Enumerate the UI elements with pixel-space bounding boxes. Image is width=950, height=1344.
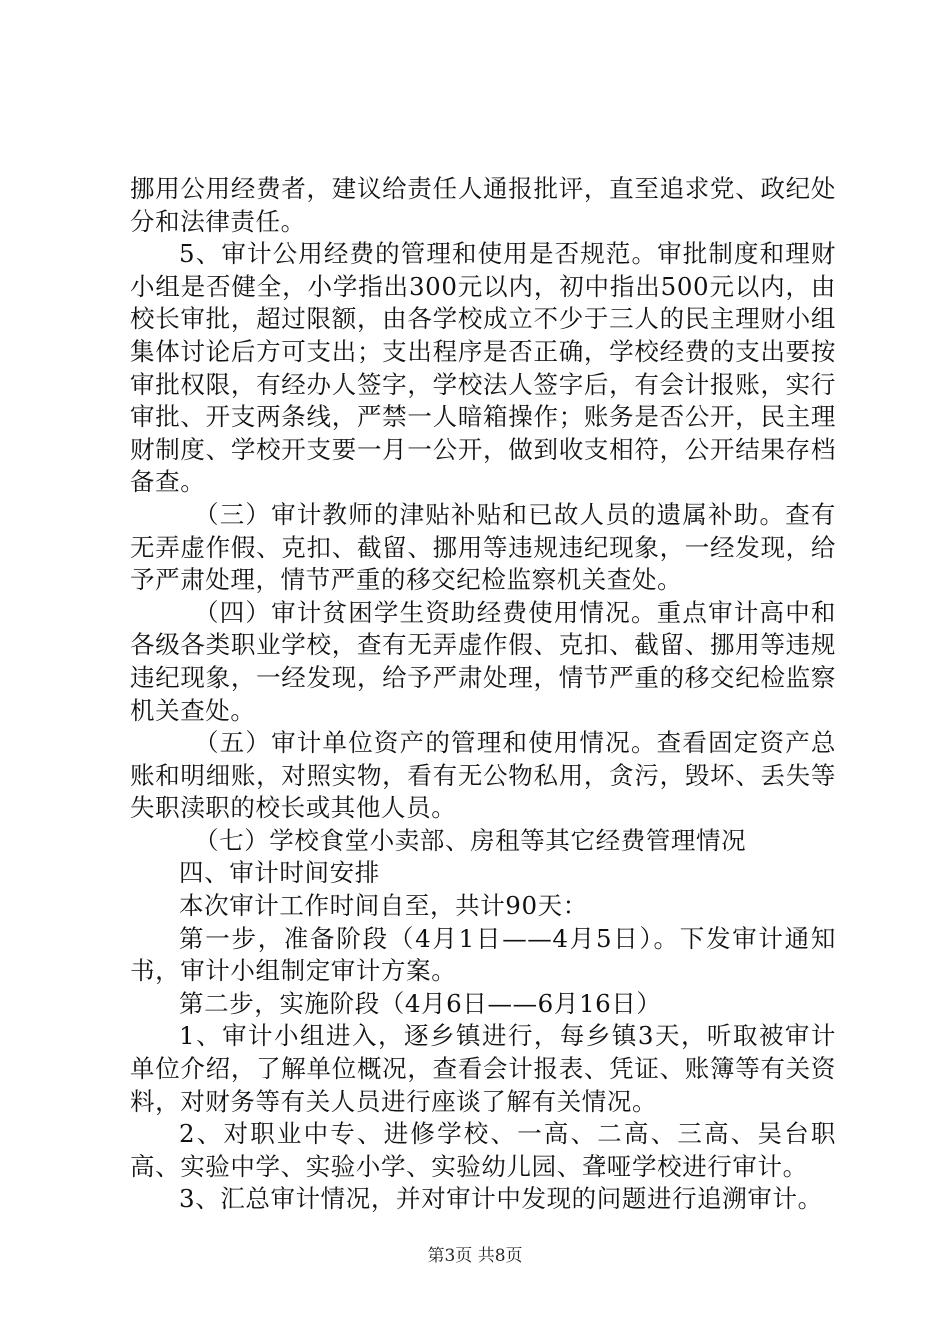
paragraph-section-7: （七）学校食堂小卖部、房租等其它经费管理情况: [194, 825, 747, 855]
paragraph-step-2-item-2: 2、对职业中专、进修学校、一高、二高、三高、吴台职高、实验中学、实验小学、实验幼儿园、聋哑学校进行审计。: [130, 1119, 836, 1181]
paragraph-step-1: 第一步，准备阶段（4月1日——4月5日）。下发审计通知书，审计小组制定审计方案。: [130, 923, 836, 986]
paragraph-step-2-item-3: 3、汇总审计情况，并对审计中发现的问题进行追溯审计。: [179, 1184, 823, 1214]
paragraph-section-4: （四）审计贫困学生资助经费使用情况。重点审计高中和各级各类职业学校，查有无弄虚作假、克扣、截留、挪用等违规违纪现象，一经发现，给予严肃处理，情节严重的移交纪检监察机关查处。: [130, 597, 836, 725]
paragraph-section-5: （五）审计单位资产的管理和使用情况。查看固定资产总账和明细账，对照实物，看有无公物私用，贪污，毁坏、丢失等失职渎职的校长或其他人员。: [130, 728, 836, 823]
paragraph-step-2-item-1: 1、审计小组进入，逐乡镇进行，每乡镇3天，听取被审计单位介绍，了解单位概况，查看会计报表、凭证、账簿等有关资料，对财务等有关人员进行座谈了解有关情况。: [130, 1021, 836, 1116]
paragraph-section-3: （三）审计教师的津贴补贴和已故人员的遗属补助。查有无弄虚作假、克扣、截留、挪用等违规违纪现象，一经发现，给予严肃处理，情节严重的移交纪检监察机关查处。: [130, 499, 836, 595]
page-number-footer: 第3页 共8页: [427, 1246, 523, 1266]
document-body: [130, 173, 836, 1216]
paragraph-continuation: 挪用公用经费者，建议给责任人通报批评，直至追求党、政纪处分和法律责任。: [130, 174, 836, 236]
paragraph-duration: 本次审计工作时间自至，共计90天：: [179, 891, 588, 921]
paragraph-step-2: 第二步，实施阶段（4月6日——6月16日）: [179, 988, 662, 1018]
heading-schedule: 四、审计时间安排: [179, 858, 380, 888]
paragraph-item-5: 5、审计公用经费的管理和使用是否规范。审批制度和理财小组是否健全，小学指出300元以内，初中指出500元以内，由校长审批，超过限额，由各学校成立不少于三人的民主理财小组集体讨论后方可支出；支出程序是否正确，学校经费的支出要按审批权限，有经办人签字，学校法人签字后，有会计报账，实行审批、开支两条线，严禁一人暗箱操作；账务是否公开，民主理财制度、学校开支要一月一公开，做到收支相符，公开结果存档备查。: [130, 239, 836, 497]
